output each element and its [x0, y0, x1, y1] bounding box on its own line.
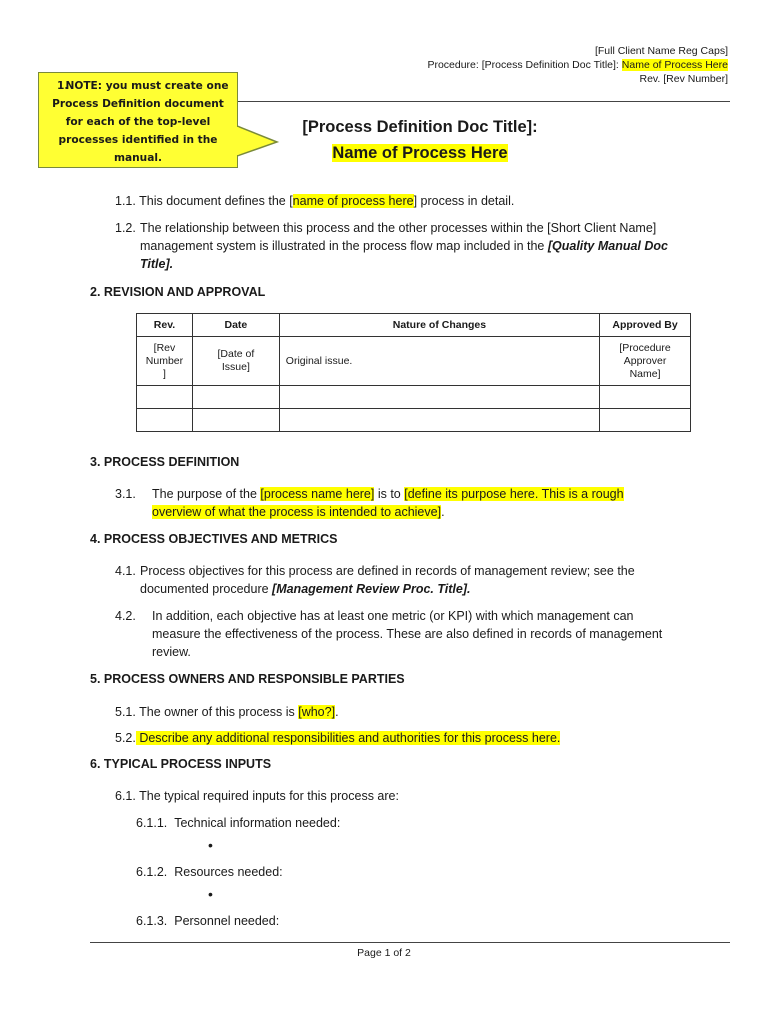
note-callout — [38, 72, 238, 168]
callout-line: Process Definition document — [52, 98, 224, 110]
col-rev: Rev. — [137, 314, 193, 337]
para-4-1-num: 4.1. — [115, 564, 136, 578]
col-changes: Nature of Changes — [279, 314, 599, 337]
section-heading: 5. PROCESS OWNERS AND RESPONSIBLE PARTIES — [90, 672, 405, 686]
table-row — [137, 386, 691, 409]
cell-changes: Original issue. — [279, 337, 599, 386]
bullet: • — [208, 886, 213, 902]
revision-table — [136, 313, 691, 432]
page-number: Page 1 of 2 — [357, 947, 411, 959]
document-title — [250, 114, 590, 166]
para-3-1-num: 3.1. — [115, 487, 136, 501]
callout-number: 1. — [57, 80, 69, 92]
table-row — [137, 409, 691, 432]
para-5-2: 5.2. Describe any additional responsibilities and authorities for this process here. — [115, 731, 561, 745]
title-process-name: Name of Process Here — [332, 144, 508, 162]
section-heading: 4. PROCESS OBJECTIVES AND METRICS — [90, 532, 338, 546]
rev-number: Rev. [Rev Number] — [639, 73, 728, 85]
para-4-2-num: 4.2. — [115, 609, 136, 623]
para-1-2-num: 1.2. — [115, 221, 136, 235]
procedure-line: Procedure: [Process Definition Doc Title]: Name of Process Here — [427, 59, 728, 71]
callout-line: manual. — [113, 152, 163, 164]
para-5-1: 5.1. The owner of this process is [who?]. — [115, 705, 339, 719]
section-heading: 6. TYPICAL PROCESS INPUTS — [90, 757, 272, 771]
cell-approved: [Procedure Approver Name] — [600, 337, 691, 386]
callout-line: for each of the top-level — [65, 116, 211, 128]
title-doc: [Process Definition Doc Title]: — [302, 118, 538, 136]
cell-rev: [Rev Number ] — [137, 337, 193, 386]
client-name: [Full Client Name Reg Caps] — [594, 45, 728, 57]
table-header-row — [137, 314, 691, 337]
document-header — [427, 44, 728, 86]
col-approved: Approved By — [600, 314, 691, 337]
list-item: 6.1.2. Resources needed: — [136, 865, 283, 879]
callout-line: NOTE: you must create one — [65, 80, 229, 92]
table-row — [137, 337, 691, 386]
list-item: 6.1.3. Personnel needed: — [136, 914, 280, 928]
col-date: Date — [192, 314, 279, 337]
para-3-1: The purpose of the [process name here] is to [define its purpose here. This is a rough overview of what the process is intended to achieve]. — [152, 487, 624, 519]
cell-date: [Date of Issue] — [192, 337, 279, 386]
footer-divider — [90, 942, 730, 943]
para-6-1: 6.1. The typical required inputs for this process are: — [115, 789, 399, 803]
bullet: • — [208, 837, 213, 853]
para-1-1: 1.1. This document defines the [name of process here] process in detail. — [115, 194, 515, 208]
list-item: 6.1.1. Technical information needed: — [136, 816, 341, 830]
para-4-2: In addition, each objective has at least one metric (or KPI) with which management can measure the effectiveness of the process. These are also defined in records of management review. — [152, 609, 663, 659]
para-4-1: Process objectives for this process are defined in records of management review; see the documented procedure [Management Review Proc. Title]. — [140, 564, 635, 596]
procedure-name: Name of Process Here — [621, 59, 728, 71]
para-1-2: The relationship between this process and the other processes within the [Short Client Name] management system is illustrated in the process flow map included in the [Quality Manual Doc Title]. — [140, 221, 668, 271]
section-heading: 3. PROCESS DEFINITION — [90, 455, 240, 469]
callout-line: processes identified in the — [58, 134, 218, 146]
section-heading: 2. REVISION AND APPROVAL — [90, 285, 266, 299]
